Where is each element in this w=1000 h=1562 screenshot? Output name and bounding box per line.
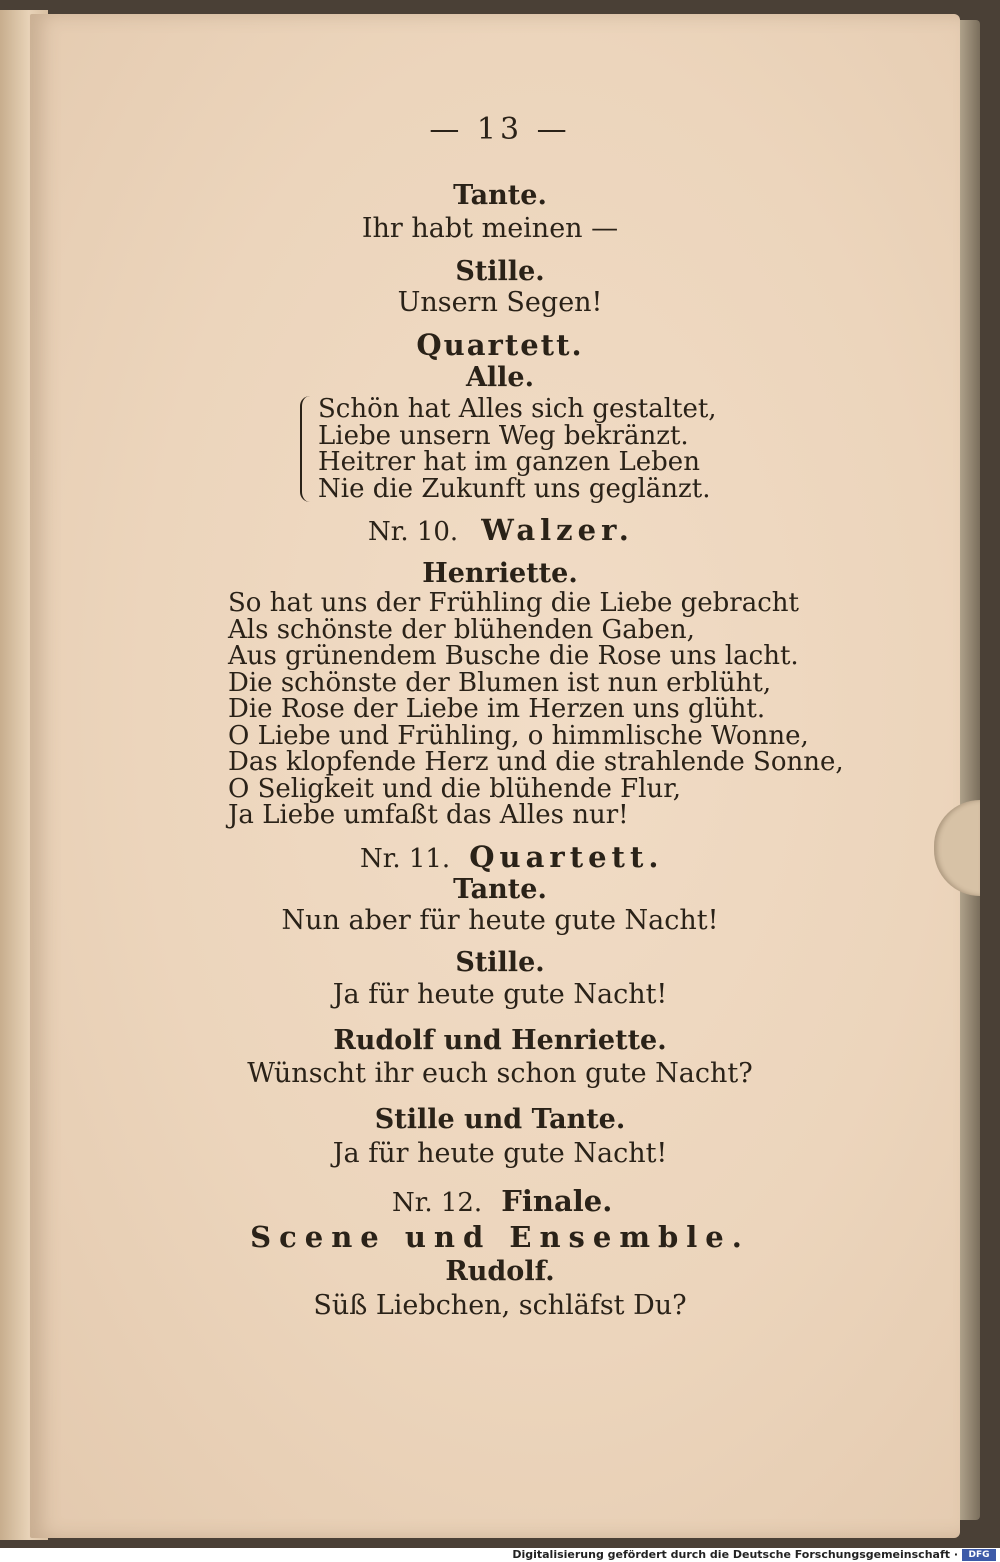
verse-line: Liebe unsern Weg bekränzt.	[318, 420, 689, 451]
digitization-footer	[0, 1548, 1000, 1562]
speaker-stille-tante: Stille und Tante.	[374, 1104, 626, 1135]
speaker-tante: Tante.	[453, 180, 547, 211]
verse-line: Schön hat Alles sich gestaltet,	[318, 394, 717, 424]
number-heading-12	[392, 1184, 612, 1218]
verse-line: Heitrer hat im ganzen Leben	[318, 447, 700, 477]
verse-alle	[318, 396, 717, 502]
title-finale: Finale.	[501, 1184, 613, 1218]
speaker-alle: Alle.	[465, 362, 535, 393]
dialogue-line: Unsern Segen!	[397, 287, 603, 318]
dialogue-line: Ja für heute gute Nacht!	[332, 979, 668, 1010]
number-label: Nr. 12.	[392, 1188, 483, 1218]
verse-line: Die Rose der Liebe im Herzen uns glüht.	[228, 694, 766, 724]
number-label: Nr. 11.	[360, 844, 451, 874]
number-label: Nr. 10.	[368, 517, 459, 547]
verse-line: Das klopfende Herz und die strahlende Sonne,	[228, 747, 844, 777]
verse-line: Ja Liebe umfaßt das Alles nur!	[228, 800, 629, 830]
verse-line: So hat uns der Frühling die Liebe gebracht	[228, 588, 799, 618]
title-walzer: Walzer.	[481, 513, 634, 547]
verse-line: Als schönste der blühenden Gaben,	[228, 614, 695, 645]
subtitle-scene-ensemble: Scene und Ensemble.	[250, 1220, 750, 1254]
number-heading-10	[368, 513, 634, 547]
verse-line: Nie die Zukunft uns geglänzt.	[318, 473, 711, 504]
speaker-rudolf: Rudolf.	[445, 1256, 555, 1287]
speaker-stille: Stille.	[455, 947, 545, 978]
speaker-henriette: Henriette.	[422, 558, 578, 589]
dfg-logo: DFG	[962, 1549, 996, 1561]
section-heading-quartett: Quartett.	[416, 328, 584, 362]
dialogue-line: Ihr habt meinen —	[361, 213, 619, 244]
verse-line: Die schönste der Blumen ist nun erblüht,	[228, 667, 772, 698]
speaker-stille: Stille.	[455, 256, 545, 287]
footer-credit: Digitalisierung gefördert durch die Deutsche Forschungsgemeinschaft ·	[512, 1548, 958, 1561]
dialogue-line: Ja für heute gute Nacht!	[332, 1138, 668, 1169]
page-number: — 13 —	[429, 112, 571, 147]
speaker-tante: Tante.	[453, 874, 547, 905]
verse-line: O Seligkeit und die blühende Flur,	[228, 773, 682, 804]
dialogue-line: Nun aber für heute gute Nacht!	[281, 905, 719, 936]
verse-brace	[300, 396, 316, 502]
title-quartett: Quartett.	[469, 840, 664, 874]
verse-henriette	[228, 590, 844, 829]
speaker-rudolf-henriette: Rudolf und Henriette.	[333, 1025, 667, 1056]
number-heading-11	[360, 840, 663, 874]
dialogue-line: Wünscht ihr euch schon gute Nacht?	[247, 1058, 753, 1089]
verse-line: Aus grünendem Busche die Rose uns lacht.	[228, 641, 799, 671]
verse-line: O Liebe und Frühling, o himmlische Wonne,	[228, 720, 809, 751]
dialogue-line: Süß Liebchen, schläfst Du?	[313, 1290, 687, 1321]
